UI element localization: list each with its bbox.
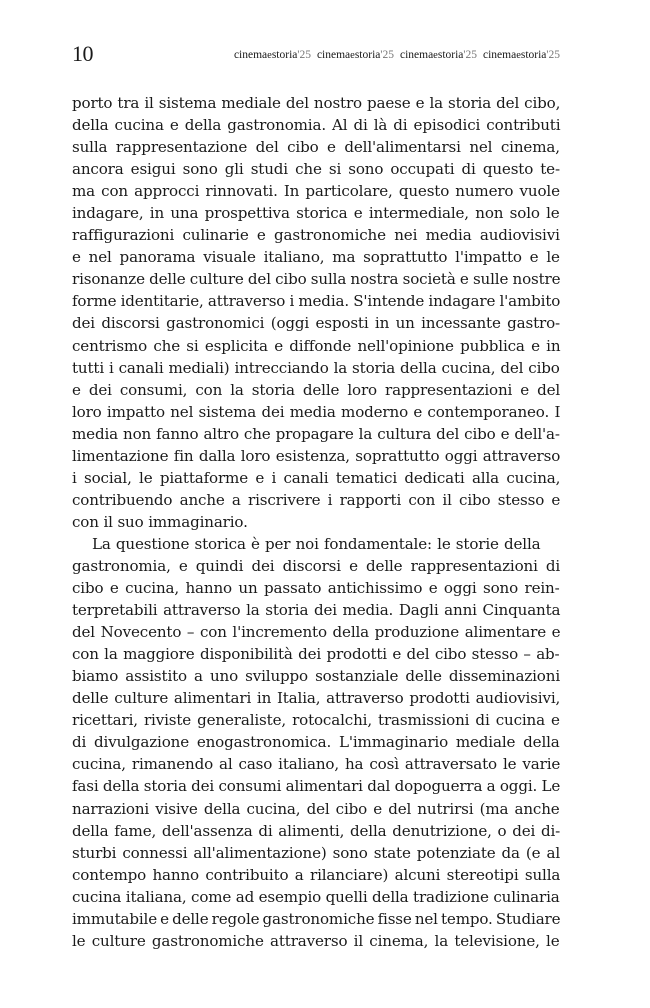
page-number: 10: [72, 41, 93, 66]
text-line: con la maggiore disponibilità dei prodotti e del cibo stesso – ab-: [72, 645, 560, 664]
text-line: le culture gastronomiche attraverso il cinema, la televisione, le: [72, 931, 560, 950]
text-line: contribuendo anche a riscrivere i rapporti con il cibo stesso e: [72, 490, 561, 509]
running-head-e: e: [350, 50, 355, 61]
text-line: della cucina e della gastronomia. Al di là di episodici contributi: [72, 116, 561, 135]
text-line: risonanze delle culture del cibo sulla nostra società e sulle nostre: [72, 270, 561, 289]
text-line: media non fanno altro che propagare la cultura del cibo e dell'a-: [72, 424, 560, 443]
text-line: dei discorsi gastronomici (oggi esposti in un incessante gastro-: [72, 314, 560, 333]
text-line: contempo hanno contribuito a rilanciare) alcuni stereotipi sulla: [72, 865, 561, 884]
text-line: terpretabili attraverso la storia dei media. Dagli anni Cinquanta: [72, 601, 561, 620]
text-line: con il suo immaginario.: [72, 512, 248, 531]
text-line: sulla rappresentazione del cibo e dell'alimentarsi nel cinema,: [72, 138, 560, 157]
text-line: centrismo che si esplicita e diffonde nell'opinione pubblica e in: [72, 336, 561, 355]
body-text: [72, 92, 560, 952]
text-line: delle culture alimentari in Italia, attraverso prodotti audiovisivi,: [72, 689, 561, 708]
text-line: raffigurazioni culinarie e gastronomiche nei media audiovisivi: [72, 226, 560, 245]
running-head-item: [317, 48, 394, 63]
running-head-e: e: [267, 50, 272, 61]
text-line: limentazione fin dalla loro esistenza, soprattutto oggi attraverso: [72, 446, 561, 465]
running-head-item: [400, 48, 477, 63]
text-line: immutabile e delle regole gastronomiche fisse nel tempo. Studiare: [72, 909, 561, 928]
text-line: narrazioni visive della cucina, del cibo e del nutrirsi (ma anche: [72, 799, 560, 818]
text-line: porto tra il sistema mediale del nostro paese e la storia del cibo,: [72, 94, 561, 112]
text-line: fasi della storia dei consumi alimentari dal dopoguerra a oggi. Le: [72, 777, 561, 796]
paragraph: [72, 533, 560, 952]
text-line: del Novecento – con l'incremento della produzione alimentare e: [72, 623, 561, 642]
running-head-year: '25: [546, 49, 560, 61]
running-head-storia: storia: [271, 49, 298, 61]
text-line: ancora esigui sono gli studi che si sono occupati di questo te-: [72, 160, 560, 179]
running-head-storia: storia: [354, 49, 381, 61]
running-head-year: '25: [463, 49, 477, 61]
text-line: cucina, rimanendo al caso italiano, ha così attraversato le varie: [72, 755, 561, 774]
text-line: indagare, in una prospettiva storica e intermediale, non solo le: [72, 204, 560, 223]
running-head-cinema: cinema: [482, 49, 517, 61]
text-line: ma con approcci rinnovati. In particolare, questo numero vuole: [72, 182, 560, 201]
text-line: della fame, dell'assenza di alimenti, della denutrizione, o dei di-: [72, 821, 561, 840]
running-head-item: [483, 48, 560, 63]
running-head-storia: storia: [520, 49, 547, 61]
text-line: sturbi connessi all'alimentazione) sono state potenziate da (e al: [72, 843, 561, 862]
text-line: ricettari, riviste generaliste, rotocalchi, trasmissioni di cucina e: [72, 711, 560, 730]
text-line: cibo e cucina, hanno un passato antichissimo e oggi sono rein-: [72, 579, 560, 598]
text-line: e dei consumi, con la storia delle loro rappresentazioni e del: [72, 380, 561, 399]
text-line: gastronomia, e quindi dei discorsi e delle rappresentazioni di: [72, 556, 561, 575]
running-head-cinema: cinema: [399, 49, 434, 61]
text-line: tutti i canali mediali) intrecciando la storia della cucina, del cibo: [72, 358, 560, 377]
text-line: La questione storica è per noi fondamentale: le storie della: [92, 534, 541, 553]
text-line: forme identitarie, attraverso i media. S'intende indagare l'ambito: [72, 292, 561, 311]
running-head-item: [234, 48, 311, 63]
page-header: [72, 42, 560, 66]
running-head: [234, 48, 560, 63]
running-head-cinema: cinema: [316, 49, 351, 61]
running-head-year: '25: [380, 49, 394, 61]
paragraph: [72, 92, 560, 533]
running-head-cinema: cinema: [233, 49, 268, 61]
running-head-e: e: [516, 50, 521, 61]
text-line: e nel panorama visuale italiano, ma soprattutto l'impatto e le: [72, 248, 560, 267]
text-line: di divulgazione enogastronomica. L'immaginario mediale della: [72, 733, 560, 752]
text-line: biamo assistito a uno sviluppo sostanziale delle disseminazioni: [72, 667, 560, 686]
running-head-e: e: [433, 50, 438, 61]
text-line: cucina italiana, come ad esempio quelli della tradizione culinaria: [72, 887, 560, 906]
running-head-year: '25: [297, 49, 311, 61]
text-line: i social, le piattaforme e i canali tematici dedicati alla cucina,: [72, 468, 561, 487]
text-line: loro impatto nel sistema dei media moderno e contemporaneo. I: [72, 402, 561, 421]
running-head-storia: storia: [437, 49, 464, 61]
